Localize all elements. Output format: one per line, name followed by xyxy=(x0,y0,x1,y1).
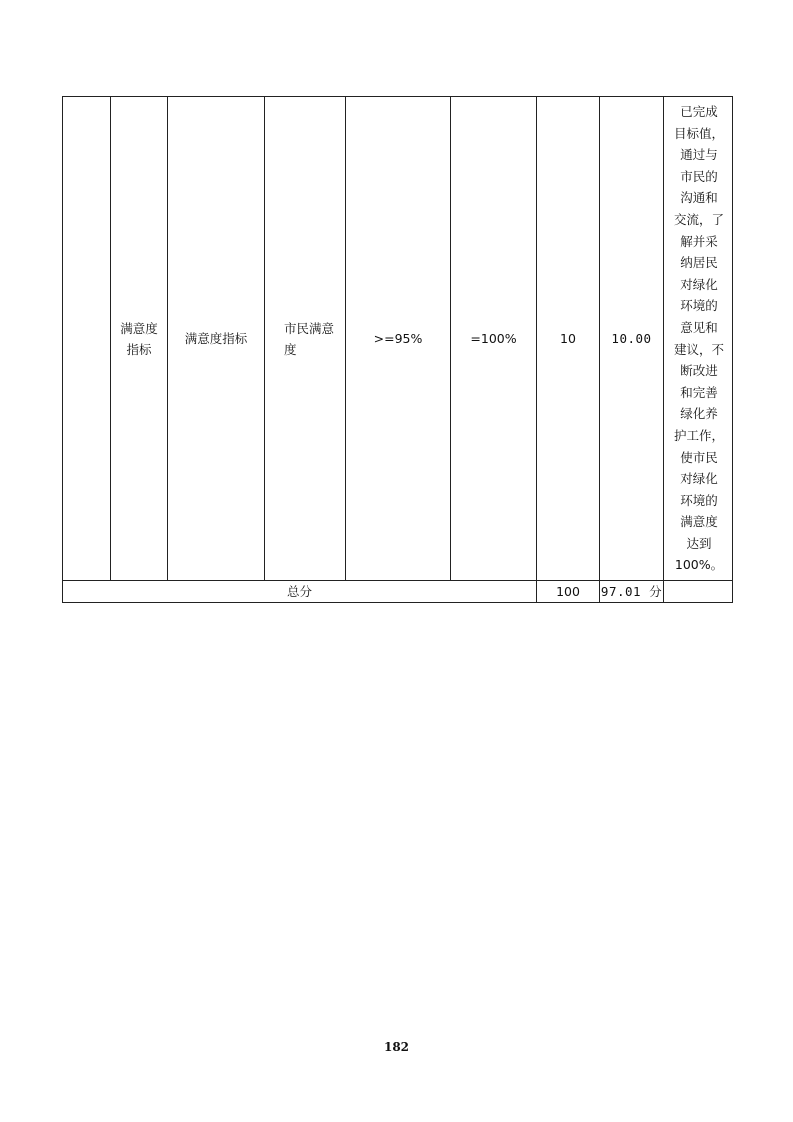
target-value: >=95% xyxy=(373,331,423,347)
second-level-indicator-cell xyxy=(168,97,265,581)
total-row xyxy=(63,581,733,603)
remark-line: 环境的 xyxy=(680,298,718,314)
remark-line: 使市民 xyxy=(680,449,718,465)
remark-line: 市民的 xyxy=(680,168,718,184)
remark-line: 解并采 xyxy=(680,233,718,249)
remark-line: 意见和 xyxy=(680,319,718,335)
remark-line: 满意度 xyxy=(680,514,718,530)
remark-line: 环境的 xyxy=(680,492,718,508)
weight-cell xyxy=(537,97,600,581)
remark-line: 已完成 xyxy=(680,104,718,119)
score-cell xyxy=(600,97,664,581)
performance-table xyxy=(62,96,733,603)
remark-line: 目标值， xyxy=(673,125,724,141)
remark-line: 建议，不 xyxy=(673,341,724,357)
total-label-cell xyxy=(63,581,537,603)
remark-line: 交流，了 xyxy=(673,211,724,227)
second-level-indicator: 满意度指标 xyxy=(184,331,248,347)
actual-value: =100% xyxy=(470,331,517,347)
first-level-indicator-cell xyxy=(111,97,168,581)
third-level-line-1: 市民满意 xyxy=(283,320,334,336)
total-remark-cell xyxy=(664,581,733,603)
first-level-line-1: 满意度 xyxy=(120,320,158,336)
blank-cell xyxy=(63,97,111,581)
remark-line: 断改进 xyxy=(680,363,718,379)
remark-line: 达到 xyxy=(686,535,712,551)
first-level-line-2: 指标 xyxy=(126,341,152,357)
weight-value: 10 xyxy=(560,331,576,347)
table-row xyxy=(63,97,733,581)
remark-line: 100%。 xyxy=(674,557,724,573)
remark-line: 纳居民 xyxy=(680,255,718,271)
third-level-line-2: 度 xyxy=(283,341,297,357)
remark-line: 对绿化 xyxy=(680,471,718,487)
third-level-indicator-cell xyxy=(265,97,346,581)
actual-value-cell xyxy=(451,97,537,581)
remark-line: 对绿化 xyxy=(680,276,718,292)
total-weight: 100 xyxy=(556,584,580,600)
total-label: 总分 xyxy=(286,584,312,600)
remark-line: 通过与 xyxy=(680,147,718,163)
score-value: 10.00 xyxy=(611,331,652,347)
remark-line: 护工作， xyxy=(673,427,724,443)
total-score-cell xyxy=(600,581,664,603)
target-value-cell xyxy=(346,97,451,581)
remark-line: 沟通和 xyxy=(680,190,718,206)
remark-line: 和完善 xyxy=(680,384,718,400)
remark-cell xyxy=(664,97,733,581)
page-number: 182 xyxy=(383,1040,410,1054)
total-weight-cell xyxy=(537,581,600,603)
total-score: 97.01 分 xyxy=(600,584,663,600)
remark-line: 绿化养 xyxy=(680,406,718,422)
